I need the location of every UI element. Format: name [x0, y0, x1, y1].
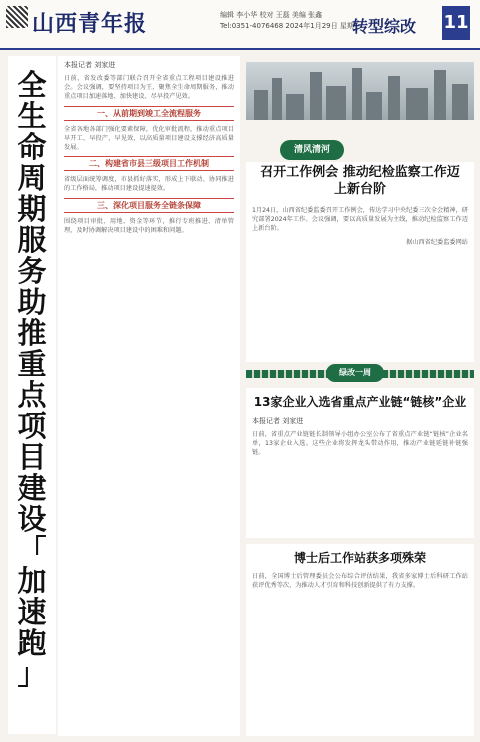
left-body-3: 围绕项目审批、用地、资金等环节，推行专班推进、清单管理，及时协调解决项目建设中的困难和问题。 [64, 217, 234, 234]
headline-char: 加 [17, 564, 47, 598]
right-mid-headline: 13家企业入选省重点产业链“链核”企业 [253, 395, 467, 409]
headline-char: 推 [17, 316, 47, 350]
left-intro: 日前，省发改委等部门联合召开全省重点工程项目建设推进会。会议强调，要坚持项目为王，聚焦全生命周期服务，推动重点项目加速落地、加快建设、尽早投产见效。 [64, 75, 234, 101]
right-top-credit: 据山西省纪委监委网站 [406, 238, 468, 246]
headline-bracket-close: 」 [17, 657, 47, 691]
right-bottom-article [246, 544, 474, 736]
headline-bracket-open: 「 [17, 533, 47, 567]
right-mid-body: 日前，省重点产业链链长制领导小组办公室公布了省重点产业链“链核”企业名单，13家企业入选。这些企业将发挥龙头带动作用，推动产业链延链补链强链。 [252, 431, 468, 457]
headline-char: 重 [17, 347, 47, 381]
page-number: 11 [442, 6, 470, 40]
left-article [58, 56, 240, 736]
headline-char: 周 [17, 161, 47, 195]
column-badge: 清风清河 [280, 140, 344, 160]
skyline-banner-image [246, 62, 474, 120]
headline-char: 期 [17, 192, 47, 226]
right-top-headline: 召开工作例会 推动纪检监察工作迈上新台阶 [260, 165, 460, 197]
right-top-article [246, 162, 474, 362]
newspaper-logo: 山西青年报 [32, 11, 148, 37]
left-subhead-2: 二、构建省市县三级项目工作机制 [64, 156, 234, 171]
vertical-headline [12, 70, 52, 690]
right-mid-byline: 本报记者 刘家进 [252, 417, 304, 425]
left-byline: 本报记者 刘家进 [64, 61, 116, 69]
left-subhead-1: 一、从前期到竣工全流程服务 [64, 106, 234, 121]
headline-char: 服 [17, 223, 47, 257]
right-bottom-body: 日前，全国博士后管理委员会公布综合评估结果，我省多家博士后科研工作站获评优秀等次，为推动人才引育和科技创新提供了有力支撑。 [252, 573, 468, 590]
headline-char: 生 [17, 99, 47, 133]
masthead [0, 0, 480, 50]
right-mid-article [246, 388, 474, 538]
masthead-info [220, 10, 361, 32]
headline-char: 助 [17, 285, 47, 319]
section-badge: 绿改一周 [326, 364, 384, 382]
headline-char: 务 [17, 254, 47, 288]
right-bottom-headline: 博士后工作站获多项殊荣 [293, 551, 426, 565]
left-subhead-3: 三、深化项目服务全链条保障 [64, 198, 234, 213]
headline-char: 设 [17, 502, 47, 536]
headline-char: 点 [17, 378, 47, 412]
left-body-1: 全省各地各部门强化要素保障，优化审批流程，推动重点项目早开工、早投产、早见效，以高质量项目建设支撑经济高质量发展。 [64, 125, 234, 152]
headline-char: 速 [17, 595, 47, 629]
section-title: 转型综改 [352, 17, 417, 36]
headline-char: 命 [17, 130, 47, 164]
headline-char: 项 [17, 409, 47, 443]
headline-char: 建 [17, 471, 47, 505]
headline-char: 全 [17, 68, 47, 102]
date-line: Tel:0351-4076468 2024年1月29日 星期一 [220, 22, 361, 30]
vertical-headline-column [8, 56, 56, 734]
headline-char: 目 [17, 440, 47, 474]
qr-code-icon [6, 6, 28, 28]
right-top-body: 1月24日，山西省纪委监委召开工作例会，传达学习中央纪委三次全会精神，研究部署2024年工作。会议强调，要以高质量发展为主线，推动纪检监察工作迈上新台阶。 [252, 207, 468, 233]
editor-line: 编辑 李小华 校对 王磊 美编 张鑫 [220, 11, 323, 19]
headline-char: 跑 [17, 626, 47, 660]
left-body-2: 省级层面统筹调度，市县抓好落实，形成上下联动、协同推进的工作格局，推动项目建设提速提效。 [64, 176, 234, 193]
